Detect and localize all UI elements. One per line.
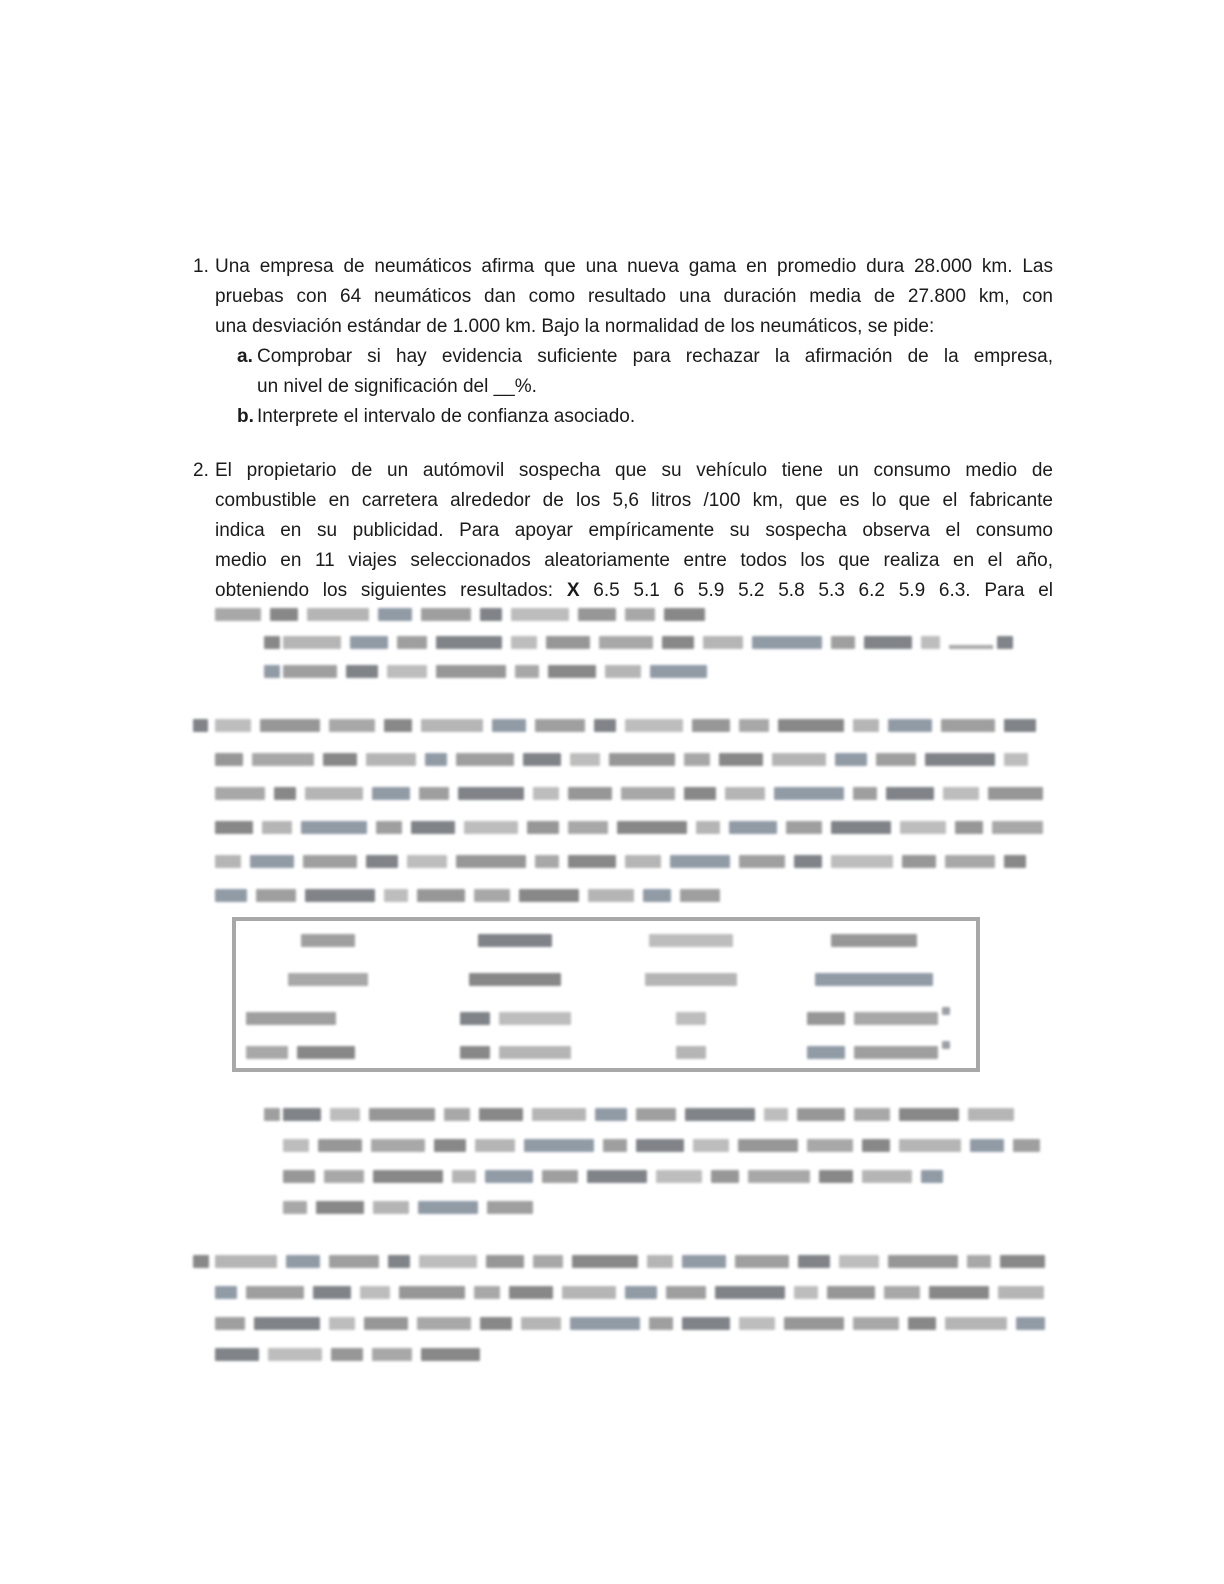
exercise-4-blurred-line-2: [215, 1284, 1053, 1301]
table-row-cell: [781, 999, 976, 1037]
exercise-2-blurred-continuation: [215, 606, 714, 623]
exercise-3-item-a-blurred-line-3: [283, 1168, 952, 1185]
table-header-cell: [781, 921, 976, 959]
statistics-table: [232, 917, 980, 1072]
table-row-cell: [610, 1037, 782, 1068]
exercise-1-number: 1.: [193, 256, 209, 277]
exercise-2-line-3: indica en su publicidad. Para apoyar empíricamente su sospecha observa el consumo: [215, 520, 1053, 541]
table-header-cell: [236, 959, 430, 999]
exercise-1-item-b-line-1: Interprete el intervalo de confianza asociado.: [257, 406, 636, 427]
exercise-3-blurred-line-3: [215, 785, 1052, 802]
exercise-3-number-blurred: [193, 717, 217, 734]
exercise-4-blurred-line-3: [215, 1315, 1054, 1332]
exercise-3-item-a-blurred-line-4: [283, 1199, 542, 1216]
exercise-3-blurred-line-1: [215, 717, 1045, 734]
exercise-1-item-b-marker: b.: [237, 406, 254, 427]
table-row-cell: [781, 1037, 976, 1068]
results-prefix: obteniendo los siguientes resultados:: [215, 580, 567, 601]
table-header-cell: [610, 959, 782, 999]
exercise-1-line-1: Una empresa de neumáticos afirma que una nueva gama en promedio dura 28.000 km. Las: [215, 256, 1053, 277]
exercise-1-item-a-marker: a.: [237, 346, 253, 367]
table-row-cell: [236, 1037, 430, 1068]
table-header-cell: [781, 959, 976, 999]
exercise-1-line-3: una desviación estándar de 1.000 km. Bajo la normalidad de los neumáticos, se pide:: [215, 316, 935, 337]
exercise-2-item-a-blurred-line: [283, 634, 1022, 651]
exercise-2-item-b-blurred-line: [283, 663, 716, 680]
exercise-3-item-a-blurred-line-1: [283, 1106, 1023, 1123]
table-row-cell: [610, 999, 782, 1037]
table-header-cell: [430, 921, 610, 959]
exercise-3-blurred-line-2: [215, 751, 1037, 768]
exercise-1-item-a-line-1: Comprobar si hay evidencia suficiente para rechazar la afirmación de la empresa,: [257, 346, 1053, 367]
exercise-3-blurred-line-4: [215, 819, 1052, 836]
exercise-3-blurred-line-6: [215, 887, 729, 904]
exercise-3-item-a-blurred-line-2: [283, 1137, 1049, 1154]
table-header-cell: [610, 921, 782, 959]
table-row-cell: [430, 1037, 610, 1068]
exercise-4-blurred-line-1: [215, 1253, 1054, 1270]
exercise-1-item-a-line-2: un nivel de significación del __%.: [257, 376, 537, 397]
results-values: 6.5 5.1 6 5.9 5.2 5.8 5.3 6.2 5.9 6.3. Para el: [579, 580, 1054, 601]
exercise-2-line-2: combustible en carretera alrededor de los 5,6 litros /100 km, que es lo que el fabricante: [215, 490, 1053, 511]
exercise-1-line-2: pruebas con 64 neumáticos dan como resultado una duración media de 27.800 km, con: [215, 286, 1053, 307]
exercise-2-number: 2.: [193, 460, 209, 481]
exercise-2-line-1: El propietario de un autómovil sospecha que su vehículo tiene un consumo medio de: [215, 460, 1053, 481]
table-row-cell: [430, 999, 610, 1037]
exercise-2-line-4: medio en 11 viajes seleccionados aleatoriamente entre todos los que realiza en el año,: [215, 550, 1053, 571]
exercise-4-blurred-line-4: [215, 1346, 489, 1363]
table-header-cell: [430, 959, 610, 999]
table-header-cell: [236, 921, 430, 959]
exercise-2-line-5: [215, 576, 1053, 606]
exercise-3-blurred-line-5: [215, 853, 1035, 870]
results-x-symbol: X: [566, 580, 580, 601]
table-row-cell: [236, 999, 430, 1037]
